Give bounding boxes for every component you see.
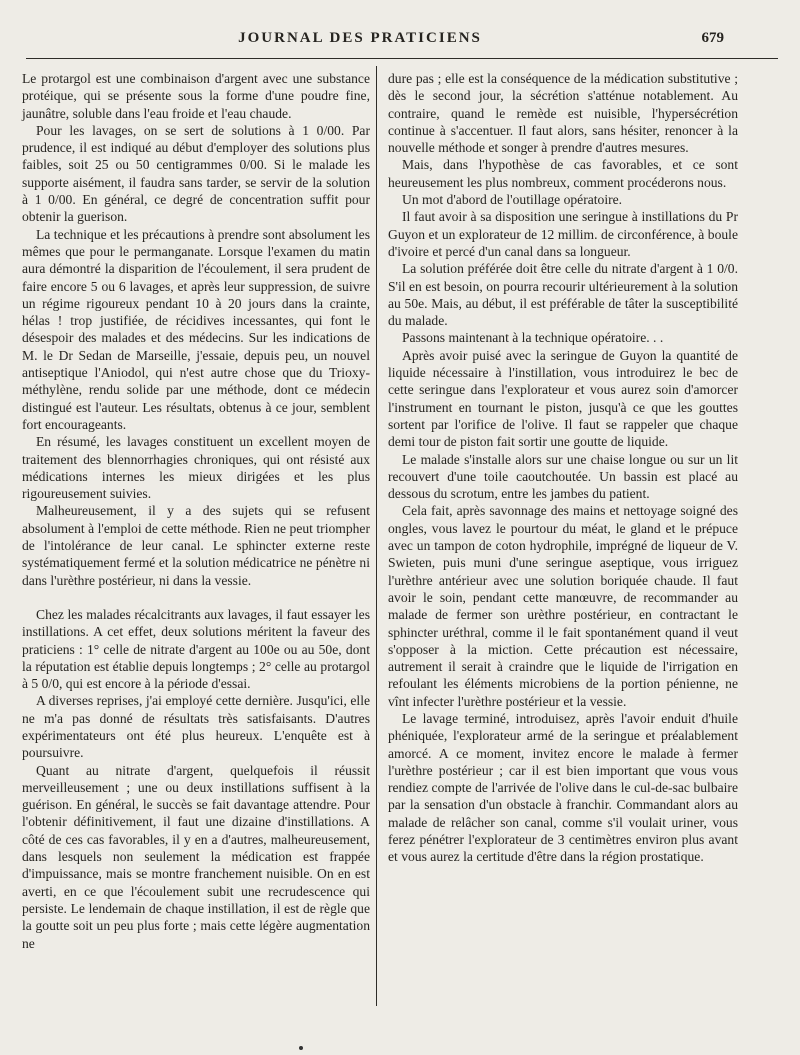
paragraph: Chez les malades récalcitrants aux lavages, il faut essayer les instillations. A cet effet, deux solutions méritent la faveur des praticiens : 1° celle de nitrate d'argent au 100e ou au 50e, dont la réputation est établie depuis longtemps ; 2° celle au protargol à 5 0/0, qui est encore à la période d'essai. xyxy=(22,606,370,692)
paragraph: Passons maintenant à la technique opératoire. . . xyxy=(402,330,664,346)
paragraph: La solution préférée doit être celle du nitrate d'argent à 1 0/0. S'il en est besoin, on pourra recourir ultérieurement à la solution au 50e. Mais, au début, il est préférable de tâter la susceptibilité du malade. xyxy=(388,261,738,329)
page-header xyxy=(0,0,800,60)
header-rule xyxy=(26,58,778,59)
column-divider xyxy=(376,66,377,1006)
left-column xyxy=(22,70,370,952)
running-head-title: JOURNAL DES PRATICIENS xyxy=(238,30,482,46)
paragraph: Après avoir puisé avec la seringue de Guyon la quantité de liquide nécessaire à l'instillation, vous introduirez le bec de cette seringue dans l'explorateur et vous aurez soin d'amorcer l'instrument en tournant le piston, jusqu'à ce que les gouttes sortent par l'orifice de l'olive. Il faut se rappeler que chaque demi tour de piston fait sortir une goutte de liquide. xyxy=(388,347,738,450)
paragraph: Le protargol est une combinaison d'argent avec une substance protéique, qui se présente sous la forme d'une poudre fine, jaunâtre, soluble dans l'eau froide et l'eau chaude. xyxy=(22,71,370,121)
paragraph: Il faut avoir à sa disposition une seringue à instillations du Pr Guyon et un explorateur de 12 millim. de circonférence, à boule d'ivoire et percé d'un canal dans sa longueur. xyxy=(388,209,738,259)
right-column xyxy=(388,70,738,866)
paragraph: Malheureusement, il y a des sujets qui se refusent absolument à l'emploi de cette méthode. Rien ne peut triompher de l'intolérance de leur canal. Le sphincter externe reste systématiquement fermé et la solution médicatrice ne pénètre ni dans l'urèthre postérieur, ni dans la vessie. xyxy=(22,503,370,588)
paragraph: Le lavage terminé, introduisez, après l'avoir enduit d'huile phéniquée, l'explorateur armé de la seringue et préalablement amorcé. A ce moment, invitez encore le malade à fermer l'urèthre postérieur ; car il est bien important que vous vous rendiez compte de l'arrivée de l'olive dans le cul-de-sac bulbaire par la sensation d'un obstacle à franchir. Commandant alors au malade de relâcher son canal, comme s'il voulait uriner, vous ferez pénétrer l'explorateur de 3 centimètres environ plus avant et vous aurez la certitude d'être dans la région prostatique. xyxy=(388,710,738,865)
page-number: 679 xyxy=(701,30,724,46)
paragraph: A diverses reprises, j'ai employé cette dernière. Jusqu'ici, elle ne m'a pas donné de résultats très satisfaisants. D'autres expérimentateurs ont été plus heureux. L'enquête est à poursuivre. xyxy=(22,693,370,761)
paragraph: Un mot d'abord de l'outillage opératoire. xyxy=(402,192,623,208)
paragraph: La technique et les précautions à prendre sont absolument les mêmes que pour le permanganate. Lorsque l'examen du matin aura démontré la disparition de l'écoulement, il sera prudent de faire encore 5 ou 6 lavages, et après leur suppression, de suivre un régime rigoureux pendant 10 à 20 jours dans la crainte, hélas ! trop justifiée, de récidives incessantes, qui font le désespoir des malades et des médecins. Sur les indications de M. le Dr Sedan de Marseille, j'essaie, depuis peu, un nouvel antiseptique l'Aniodol, qui n'est autre chose que du Trioxy-méthylène, rendu solide par une méthode, dont ce médecin distingué est l'auteur. Les résultats, obtenus à ce jour, semblent fort encourageants. xyxy=(22,226,370,432)
paragraph: En résumé, les lavages constituent un excellent moyen de traitement des blennorrhagies chroniques, qui ont résisté aux médications internes les mieux dirigées et les plus rigoureusement suivies. xyxy=(22,434,370,502)
paragraph: Pour les lavages, on se sert de solutions à 1 0/00. Par prudence, il est indiqué au début d'employer des solutions plus faibles, soit 25 ou 50 centigrammes 0/00. Si le malade les supporte aisément, il faudra sans tarder, se servir de la solution à 1 0/00. En général, ce degré de concentration suffit pour obtenir la guerison. xyxy=(22,122,370,225)
paragraph: Quant au nitrate d'argent, quelquefois il réussit merveilleusement ; une ou deux instillations suffisent à la guérison. En général, le succès se fait davantage attendre. Pour l'obtenir définitivement, il faut une dizaine d'instillations. A côté de ces cas favorables, il y en a d'autres, malheureusement, dans lesquels non seulement la médication est frappée d'impuissance, mais se montre franchement nuisible. On en est averti, en ce que l'écoulement subit une recrudescence qui persiste. Le lendemain de chaque instillation, il est de règle que la goutte soit un peu plus forte ; mais cette légère augmentation ne xyxy=(22,762,370,951)
paragraph: Le malade s'installe alors sur une chaise longue ou sur un lit recouvert d'une toile caoutchoutée. Un bassin est placé au dessous du scrotum, entre les jambes du patient. xyxy=(388,451,738,502)
paragraph: dure pas ; elle est la conséquence de la médication substitutive ; dès le second jour, la sécrétion s'atténue notablement. Au contraire, quand le remède est nuisible, l'hypersécrétion continue à s'accentuer. Il faut alors, sans hésiter, renoncer à la nouvelle méthode et songer à prendre d'autres mesures. xyxy=(388,71,738,156)
footer-mark xyxy=(299,1046,303,1050)
paragraph: Cela fait, après savonnage des mains et nettoyage soigné des ongles, vous lavez le pourtour du méat, le gland et le prépuce avec un tampon de coton hydrophile, imprégné de liqueur de V. Swieten, puis muni d'une seringue aseptique, vous irriguez l'urèthre antérieur avec une solution boriquée chaude. Il faut avoir le soin, pendant cette manœuvre, de recommander au malade de fermer son urèthre postérieur, en contractant le sphincter uréthral, comme il le fait spontanément quand il veut s'opposer à la miction. Cette précaution est nécessaire, autrement il serait à craindre que le liquide de l'irrigation en refoulant les éléments microbiens de la portion pénienne, ne vînt infecter l'urèthre postérieur et la vessie. xyxy=(388,503,738,709)
paragraph: Mais, dans l'hypothèse de cas favorables, et ce sont heureusement les plus nombreux, comment procéderons nous. xyxy=(388,157,738,190)
